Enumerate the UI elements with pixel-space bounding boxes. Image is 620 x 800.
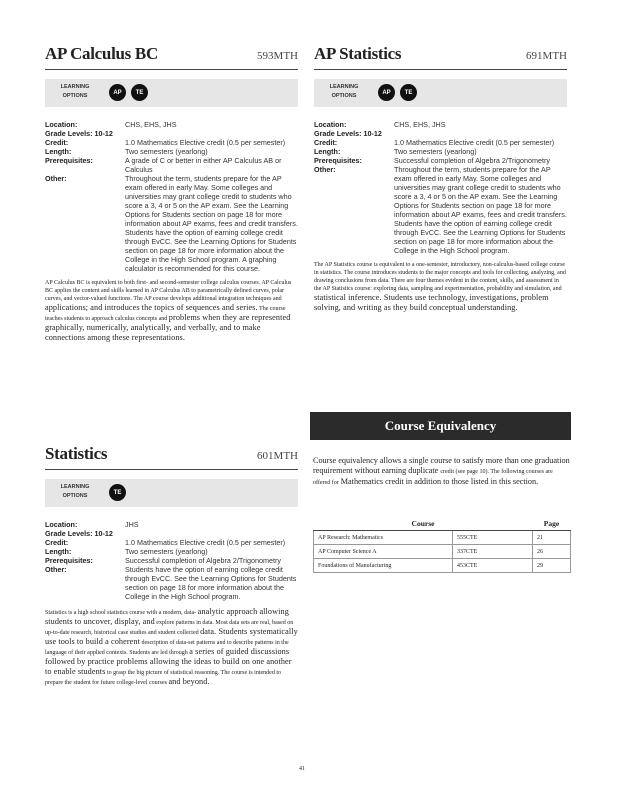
info-value: 1.0 Mathematics Elective credit (0.5 per semester): [125, 138, 286, 147]
learning-options-label: LEARNING OPTIONS: [329, 84, 359, 99]
page-cell: 26: [533, 545, 571, 559]
tech-ed-badge-icon: TE: [131, 84, 148, 101]
description-text: AP Calculus BC is equivalent to both first- and second-semester college calculus courses. AP Calculus BC applies the content and skills learned in AP Calculus AB to parametrically defined curves, polar curves, and vector-valued functions. The AP course develops additional integration techniques and: [45, 280, 292, 302]
course-code-cell: 453CTE: [453, 559, 533, 573]
course-equivalency-banner: Course Equivalency: [310, 412, 571, 440]
page-number: 41: [299, 766, 305, 772]
course-title: AP Calculus BC: [45, 44, 158, 63]
learning-options-label: LEARNING OPTIONS: [60, 484, 90, 499]
course-info: [45, 120, 298, 273]
course-name-cell: Foundations of Manufacturing: [314, 559, 453, 573]
description-text: to grasp the big picture of statistical reasoning. The course is intended to prepare the student for future college-level courses: [45, 670, 281, 686]
description-text: statistical inference. Students use technology, investigations, problem solving, and writing as they build conceptual understanding.: [314, 293, 549, 312]
info-value: A grade of C or better in either AP Calculus AB or Calculus: [125, 156, 282, 174]
info-key: Location:: [45, 520, 78, 529]
info-value: Throughout the term, students prepare for the AP exam offered in early May. Some colleges and universities may grant college credit to students who score a 3, 4 or 5 on the AP exam. See the Learning Options for Students section on page 18 for more information about AP exams, fees and credit transfers. Students have the option of earning college credit through EvCC. See the Learning Options for Students section on page 18 for more information about the College in the High School program.: [394, 165, 567, 255]
description-text: Statistics is a high school statistics course with a modern, data-: [45, 610, 197, 616]
course-code-cell: 337CTE: [453, 545, 533, 559]
info-key: Grade Levels: 10-12: [45, 129, 113, 138]
course-header: [45, 44, 298, 70]
info-key: Prerequisites:: [314, 156, 362, 165]
info-value: Throughout the term, students prepare for the AP exam offered in early May. Some colleges and universities may grant college credit to students who score a 3, 4 or 5 on the AP exam. See the Learning Options for Students section on page 18 for more information about AP exams, fees and credit transfers. Students have the option of earning college credit through EvCC. See the Learning Options for Students section on page 18 for more information about the College in the High School program. A graphing calculator is recommended for this course.: [125, 174, 298, 273]
description-text: a series of guided discussions followed by practice problems allowing the ideas to build on one another to enable students: [45, 647, 292, 676]
course-title: AP Statistics: [314, 44, 402, 63]
learning-options-label: LEARNING OPTIONS: [60, 84, 90, 99]
info-value: Two semesters (yearlong): [125, 547, 208, 556]
course-ap-statistics: [314, 44, 567, 313]
course-description: [45, 279, 298, 343]
course-description: [314, 261, 567, 313]
course-code-cell: 555CTE: [453, 531, 533, 545]
info-key: Prerequisites:: [45, 556, 93, 565]
info-key: Grade Levels: 10-12: [45, 529, 113, 538]
info-value: JHS: [125, 520, 139, 529]
course-code: 691MTH: [526, 50, 567, 62]
info-value: Two semesters (yearlong): [394, 147, 477, 156]
course-info: [45, 520, 298, 601]
info-key: Grade Levels: 10-12: [314, 129, 382, 138]
description-text: description of data-set patterns and to describe patterns in the language of their applied contexts. Students are led through: [45, 640, 289, 656]
course-header: [45, 444, 298, 470]
learning-options-bar: [45, 79, 298, 107]
info-value: Successful completion of Algebra 2/Trigonometry: [125, 556, 281, 565]
description-text: explore patterns in data. Most data sets are real, based on up-to-date research, historical case studies and student collected: [45, 620, 294, 636]
course-info: [314, 120, 567, 255]
info-value: 1.0 Mathematics Elective credit (0.5 per semester): [125, 538, 286, 547]
info-key: Other:: [45, 174, 67, 183]
course-equivalency-text: [313, 456, 571, 488]
info-key: Prerequisites:: [45, 156, 93, 165]
course-code: 593MTH: [257, 50, 298, 62]
learning-options-bar: [45, 479, 298, 507]
info-value: CHS, EHS, JHS: [125, 120, 177, 129]
info-key: Credit:: [45, 138, 69, 147]
equivalency-text: Mathematics credit in addition to those listed in this section.: [340, 477, 539, 486]
description-text: problems when they are represented graphically, numerically, analytically, and verbally, and to make connections among these representations.: [45, 313, 291, 342]
description-text: The AP Statistics course is equivalent to a one-semester, introductory, non-calculus-based college course in statistics. The course introduces students to the major concepts and tools for collecting, analyzing, and drawing conclusions from data. There are four themes evident in the content, skills, and assessment in the AP Statistics course: exploring data, sampling and experimentation, probability and simulation, and: [314, 262, 566, 292]
course-equivalency-table: [313, 517, 571, 573]
course-code: 601MTH: [257, 450, 298, 462]
column-header-course: Course: [314, 517, 533, 531]
course-ap-calculus-bc: [45, 44, 298, 343]
info-value: CHS, EHS, JHS: [394, 120, 446, 129]
table-row: [314, 559, 571, 573]
table-row: [314, 545, 571, 559]
info-key: Other:: [45, 565, 67, 574]
course-header: [314, 44, 567, 70]
info-key: Length:: [45, 547, 72, 556]
equivalency-text: credit (see page 10). The following courses are offered for: [313, 469, 553, 486]
course-description: [45, 607, 298, 687]
tech-ed-badge-icon: TE: [109, 484, 126, 501]
learning-options-bar: [314, 79, 567, 107]
info-key: Location:: [314, 120, 347, 129]
info-key: Other:: [314, 165, 336, 174]
description-text: The course teaches students to approach calculus concepts and: [45, 306, 286, 322]
info-value: Two semesters (yearlong): [125, 147, 208, 156]
description-text: analytic approach allowing students to uncover, display, and: [45, 607, 289, 626]
table-row: [314, 531, 571, 545]
info-value: 1.0 Mathematics Elective credit (0.5 per semester): [394, 138, 555, 147]
info-key: Credit:: [314, 138, 338, 147]
page-cell: 29: [533, 559, 571, 573]
info-key: Length:: [314, 147, 341, 156]
course-statistics: [45, 444, 298, 687]
equivalency-text: Course equivalency allows a single course to satisfy more than one graduation requirement without earning duplicate: [313, 456, 570, 475]
info-key: Length:: [45, 147, 72, 156]
course-title: Statistics: [45, 444, 108, 463]
ap-badge-icon: AP: [378, 84, 395, 101]
tech-ed-badge-icon: TE: [400, 84, 417, 101]
info-key: Location:: [45, 120, 78, 129]
description-text: applications; and introduces the topics of sequences and series.: [45, 303, 258, 312]
description-text: data. Students systematically use tools to build a coherent: [45, 627, 298, 646]
column-header-page: Page: [533, 517, 571, 531]
info-value: Successful completion of Algebra 2/Trigonometry: [394, 156, 550, 165]
info-key: Credit:: [45, 538, 69, 547]
ap-badge-icon: AP: [109, 84, 126, 101]
info-value: Students have the option of earning college credit through EvCC. See the Learning Options for Students section on page 18 for more information about the College in the High School program.: [125, 565, 297, 601]
page-cell: 21: [533, 531, 571, 545]
course-name-cell: AP Research: Mathematics: [314, 531, 453, 545]
course-name-cell: AP Computer Science A: [314, 545, 453, 559]
description-text: and beyond.: [168, 677, 210, 686]
